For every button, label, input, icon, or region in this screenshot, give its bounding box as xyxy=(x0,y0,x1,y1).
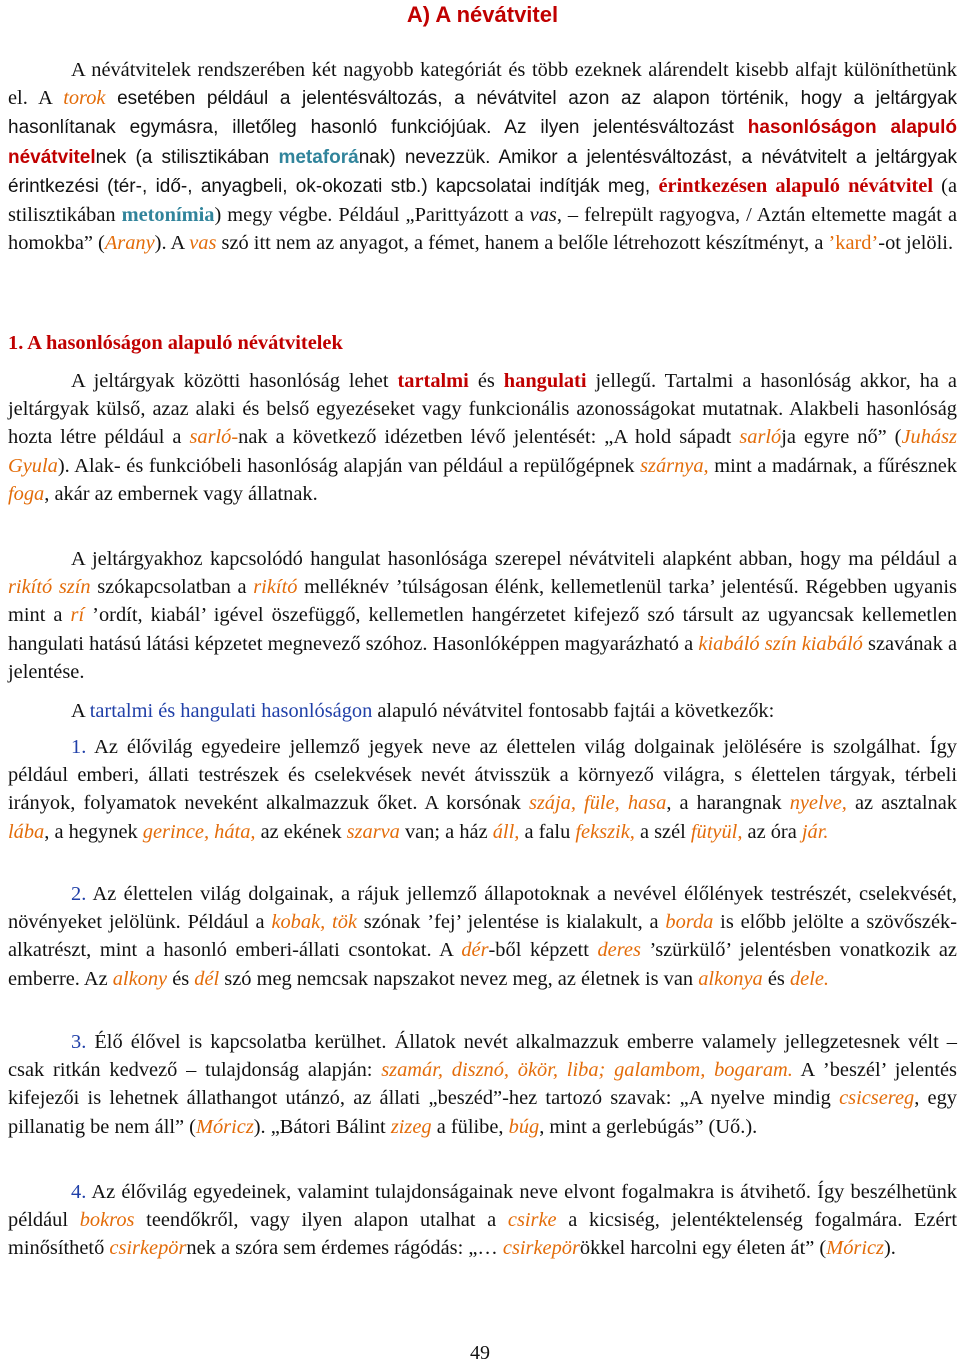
author-name: Juhász Gyula xyxy=(8,426,957,477)
text-run: a falu xyxy=(519,820,576,843)
text-run: , akár az embernek vagy állatnak. xyxy=(44,482,318,505)
text-run: nek (a stilisztikában xyxy=(95,146,279,168)
text-run: esetében például a jelentésváltozás, a névátvitel azon az alapon történik, hogy a jeltárgyak hasonlítanak egymásra, illetőleg hasonló funkciójúak. Az ilyen jelentésváltozást xyxy=(8,88,957,139)
text-run: , a harangnak xyxy=(666,792,790,815)
text-run: , – felrepült ragyogva, / Aztán eltemette magát a homokba” ( xyxy=(8,204,957,255)
example-word: vas xyxy=(189,232,217,255)
example-word: kobak, tök xyxy=(271,911,357,934)
text-run: , mint a gerlebúgás” (Uő.). xyxy=(539,1115,758,1138)
example-word: csicsereg xyxy=(839,1087,915,1110)
example-word: fekszik, xyxy=(575,820,635,843)
example-word: rikító xyxy=(253,576,298,599)
text-run: és xyxy=(167,967,195,990)
text-run: Az élettelen világ dolgainak, a rájuk jellemző állapotoknak a nevével élőlények testrészét, cselekvését, növényeket jelölünk. Például a xyxy=(8,883,957,934)
example-word: alkonya xyxy=(698,967,763,990)
text-run: ). „Bátori Bálint xyxy=(253,1115,391,1138)
highlight-phrase: tartalmi és hangulati hasonlóságon xyxy=(89,700,373,722)
example-word: rikító szín xyxy=(8,576,91,599)
term-metonimia: metonímia xyxy=(121,204,215,227)
example-word: deres xyxy=(597,939,641,962)
example-word: sarló xyxy=(739,426,782,449)
example-word: gerince, háta, xyxy=(142,820,256,843)
example-word: lába xyxy=(8,820,45,843)
text-run: a szél xyxy=(634,820,691,843)
example-word: jár. xyxy=(801,820,829,843)
text-run: (a stilisztikában xyxy=(8,174,957,227)
text-run: nak a következő idézetben lévő jelentését: „A hold sápadt xyxy=(238,426,740,449)
text-run: A jeltárgyakhoz kapcsolódó hangulat hasonlósága szerepel névátviteli alapként abban, hogy ma például a xyxy=(71,548,957,570)
page-number: 49 xyxy=(470,1342,490,1364)
term-tartalmi: tartalmi xyxy=(397,370,469,392)
text-run: szavának a jelentése. xyxy=(8,632,958,683)
example-word: vas xyxy=(529,204,557,227)
text-run: , a hegynek xyxy=(44,820,143,843)
text-run: A névátvitelek rendszerében két nagyobb kategóriát és több ezeknek alárendelt kisebb alfajt különíthetünk el. A xyxy=(8,59,957,110)
text-run: Élő élővel is kapcsolatba kerülhet. Állatok nevét alkalmazzuk emberre valamely jellegzetesnek vélt – csak ritkán kedvező – tulajdonság alapján: xyxy=(8,1031,957,1082)
list-item-1 xyxy=(8,733,957,846)
page-title: A) A névátvitel xyxy=(406,2,559,27)
paragraph-tartalmi xyxy=(8,367,957,508)
text-run: mint a madárnak, a fűrésznek xyxy=(708,454,958,477)
text-run: A jeltárgyak közötti hasonlóság lehet xyxy=(71,370,398,392)
text-run: a fülibe, xyxy=(431,1115,509,1138)
example-word: csirkepör xyxy=(502,1237,580,1260)
text-run: alapuló névátvitel fontosabb fajtái a következők: xyxy=(372,700,775,722)
text-run: szónak ’fej’ jelentése is kialakult, a xyxy=(356,911,666,934)
text-run: is előbb jelölte a szövőszék-alkatrészt, mint a hasonló emberi-állati csontokat. A xyxy=(8,911,957,962)
text-run: az asztalnak xyxy=(846,792,957,815)
text-run: nek a szóra sem érdemes rágódás: „… xyxy=(186,1237,503,1260)
example-word: ’kard’ xyxy=(828,232,879,255)
text-run: jellegű. Tartalmi a hasonlóság akkor, ha a jeltárgyak külső, azaz alaki és belső egyezéseket vagy funkcionális azonosságokat mutatnak. Alakbeli hasonlóság hozta létre például a xyxy=(8,370,957,449)
example-word: zizeg xyxy=(390,1115,432,1138)
author-name: Móricz xyxy=(195,1115,254,1138)
term-hasonlosag: hasonlóságon alapuló névátvitel xyxy=(8,117,957,168)
example-word: sarló- xyxy=(189,426,239,449)
term-erintkezes: érintkezésen alapuló névátvitel xyxy=(658,174,934,197)
term-hangulati: hangulati xyxy=(503,370,587,392)
example-word: dele. xyxy=(789,967,830,990)
example-word: búg xyxy=(508,1115,540,1138)
example-word: alkony xyxy=(112,967,168,990)
list-item-2 xyxy=(8,880,957,993)
example-word: szárnya, xyxy=(640,454,709,477)
list-number: 2. xyxy=(71,883,87,905)
text-run: ökkel harcolni egy életen át” ( xyxy=(579,1237,827,1260)
text-run: a kicsiség, jelentéktelenség fogalmára. Ezért minősíthető xyxy=(8,1209,957,1260)
paragraph-fajtai xyxy=(8,697,957,725)
example-word: csirkepör xyxy=(109,1237,187,1260)
example-word: fütyül, xyxy=(690,820,743,843)
text-run: van; a ház xyxy=(399,820,493,843)
example-word: csirke xyxy=(507,1209,557,1232)
list-number: 1. xyxy=(71,736,87,758)
text-run: ’ordít, kiabál’ igével öszefüggő, kellemetlen hangérzetet kifejező szó társult az ugyancsak kellemetlen hangulati hatású látási képzetet megnevező szóhoz. Hasonlóképpen magyarázható a xyxy=(8,604,957,655)
author-name: Móricz xyxy=(826,1237,884,1260)
text-run: ) megy végbe. Például „Parittyázott a xyxy=(214,204,530,227)
example-word: dér xyxy=(461,939,489,962)
text-run: az óra xyxy=(742,820,802,843)
example-word: nyelve, xyxy=(789,792,847,815)
example-word: áll, xyxy=(492,820,520,843)
example-word: torok xyxy=(63,87,106,110)
example-word: szája, füle, hasa xyxy=(528,792,667,815)
example-word: rí xyxy=(70,604,85,627)
text-run: Az élővilág egyedeinek, valamint tulajdonságainak neve elvont fogalmakra is átvihető. Így beszélhetünk például xyxy=(8,1181,957,1232)
text-run: ’szürkülő’ jelentésben vonatkozik az emberre. Az xyxy=(8,939,957,990)
text-run: -ből képzett xyxy=(488,939,598,962)
author-name: Arany xyxy=(104,232,155,255)
term-metafora: metaforá xyxy=(278,146,359,168)
text-run: nak) nevezzük. Amikor a jelentésváltozást, a névátvitelt a jeltárgyak érintkezési (tér-, idő-, anyagbeli, ok-okozati stb.) kapcsolatai indítják meg, xyxy=(8,146,957,197)
example-word: foga xyxy=(8,482,45,505)
section-heading: 1. A hasonlóságon alapuló névátvitelek xyxy=(8,332,343,354)
text-run: és xyxy=(468,370,504,392)
list-item-3 xyxy=(8,1028,957,1141)
text-run: ja egyre nő” ( xyxy=(781,426,902,449)
text-run: teendőkről, vagy ilyen alapon utalhat a xyxy=(134,1209,508,1232)
text-run: és xyxy=(762,967,790,990)
text-run: az ekének xyxy=(255,820,347,843)
example-word: borda xyxy=(665,911,714,934)
list-number: 3. xyxy=(71,1031,87,1053)
text-run: A ’beszél’ jelentés kifejezői is lehetnek állathangot utánzó, az állati „beszéd”-hez tartozó szavak: „A nyelve mindig xyxy=(8,1059,957,1110)
paragraph-hangulati xyxy=(8,545,957,686)
text-run: ). xyxy=(883,1237,896,1260)
example-word: szarva xyxy=(346,820,400,843)
text-run: szó itt nem az anyagot, a fémet, hanem a belőle létrehozott készítményt, a xyxy=(216,232,829,255)
text-run: szókapcsolatban a xyxy=(90,576,254,599)
text-run: ). A xyxy=(154,232,190,255)
list-number: 4. xyxy=(71,1181,87,1203)
text-run: melléknév ’túlságosan élénk, kellemetlenül tarka’ jelentésű. Régebben ugyanis mint a xyxy=(8,576,957,627)
example-word: bokros xyxy=(79,1209,135,1232)
example-word: kiabáló szín kiabáló xyxy=(698,632,863,655)
example-word: szamár, disznó, ökör, liba; galambom, bogaram. xyxy=(381,1059,793,1082)
text-run: ). Alak- és funkcióbeli hasonlóság alapján van például a repülőgépnek xyxy=(57,454,641,477)
text-run: -ot jelöli. xyxy=(878,232,954,255)
intro-paragraph xyxy=(8,56,957,257)
example-word: dél xyxy=(194,967,220,990)
list-item-4 xyxy=(8,1178,957,1263)
text-run: szó meg nemcsak napszakot nevez meg, az életnek is van xyxy=(219,967,699,990)
text-run: Az élővilág egyedeire jellemző jegyek neve az élettelen világ dolgainak jelölésére is szolgálhat. Így például emberi, állati testrészek és cselekvések nevét átvisszük a környező világra, s élettelen tárgyak, térbeli irányok, folyamatok neveként alkalmazzuk őket. A korsónak xyxy=(8,736,957,815)
text-run: , egy pillanatig be nem áll” ( xyxy=(8,1087,957,1138)
text-run: A xyxy=(71,700,90,722)
